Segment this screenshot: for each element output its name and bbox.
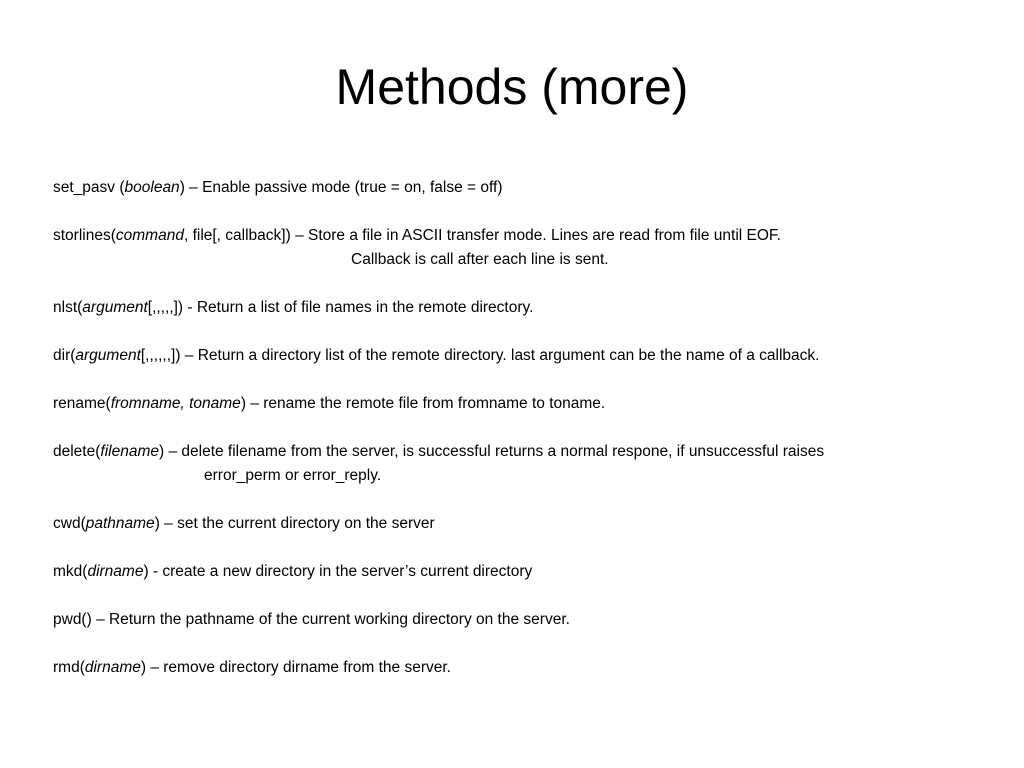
method-entry-rename <box>53 392 1013 416</box>
method-signature-start: rmd( <box>53 659 85 676</box>
method-signature-start: rename( <box>53 395 111 412</box>
slide-title: Methods (more) <box>335 59 689 115</box>
method-line <box>53 344 1013 368</box>
method-signature-start: set_pasv ( <box>53 179 125 196</box>
method-line <box>53 224 1013 248</box>
method-line <box>53 296 1013 320</box>
method-line <box>53 560 1013 584</box>
method-argument: fromname, toname <box>110 395 241 412</box>
method-argument: dirname <box>84 659 141 676</box>
method-entry-mkd <box>53 560 1013 584</box>
method-description: ) – delete filename from the server, is successful returns a normal respone, if unsuccessful raises <box>159 443 825 460</box>
method-description: ) – Enable passive mode (true = on, false = off) <box>179 179 503 196</box>
method-argument: command <box>115 227 184 244</box>
method-description: , file[, callback]) – Store a file in ASCII transfer mode. Lines are read from file until EOF. <box>183 227 781 244</box>
method-signature-start: dir( <box>53 347 76 364</box>
method-description: [,,,,,]) - Return a list of file names in the remote directory. <box>147 299 534 316</box>
method-signature-start: cwd( <box>53 515 86 532</box>
method-entry-cwd <box>53 512 1013 536</box>
method-description: [,,,,,,]) – Return a directory list of the remote directory. last argument can be the name of a callback. <box>140 347 820 364</box>
method-argument: dirname <box>87 563 144 580</box>
method-entry-dir <box>53 344 1013 368</box>
method-argument: argument <box>82 299 148 316</box>
method-signature-start: storlines( <box>53 227 116 244</box>
method-argument: argument <box>75 347 141 364</box>
method-signature-start: mkd( <box>53 563 88 580</box>
method-line <box>53 176 1013 200</box>
method-line <box>53 512 1013 536</box>
method-line <box>53 656 1013 680</box>
method-entry-nlst <box>53 296 1013 320</box>
method-continuation: error_perm or error_reply. <box>204 467 382 484</box>
method-description: ) – set the current directory on the server <box>154 515 435 532</box>
method-argument: pathname <box>85 515 155 532</box>
method-signature-start: nlst( <box>53 299 83 316</box>
method-line <box>53 392 1013 416</box>
method-entry-storlines <box>53 224 1013 272</box>
method-entry-delete <box>53 440 1013 488</box>
method-description: ) – rename the remote file from fromname to toname. <box>240 395 606 412</box>
method-signature-start: delete( <box>53 443 101 460</box>
methods-list <box>53 176 1013 704</box>
method-argument: boolean <box>124 179 180 196</box>
method-entry-set-pasv <box>53 176 1013 200</box>
method-continuation: Callback is call after each line is sent. <box>351 251 609 268</box>
method-signature-start: pwd() – Return the pathname of the current working directory on the server. <box>53 611 570 628</box>
method-description: ) - create a new directory in the server’s current directory <box>143 563 533 580</box>
method-entry-pwd <box>53 608 1013 632</box>
method-argument: filename <box>100 443 159 460</box>
method-line <box>53 440 1013 464</box>
method-entry-rmd <box>53 656 1013 680</box>
method-line <box>53 608 1013 632</box>
method-description: ) – remove directory dirname from the server. <box>140 659 451 676</box>
